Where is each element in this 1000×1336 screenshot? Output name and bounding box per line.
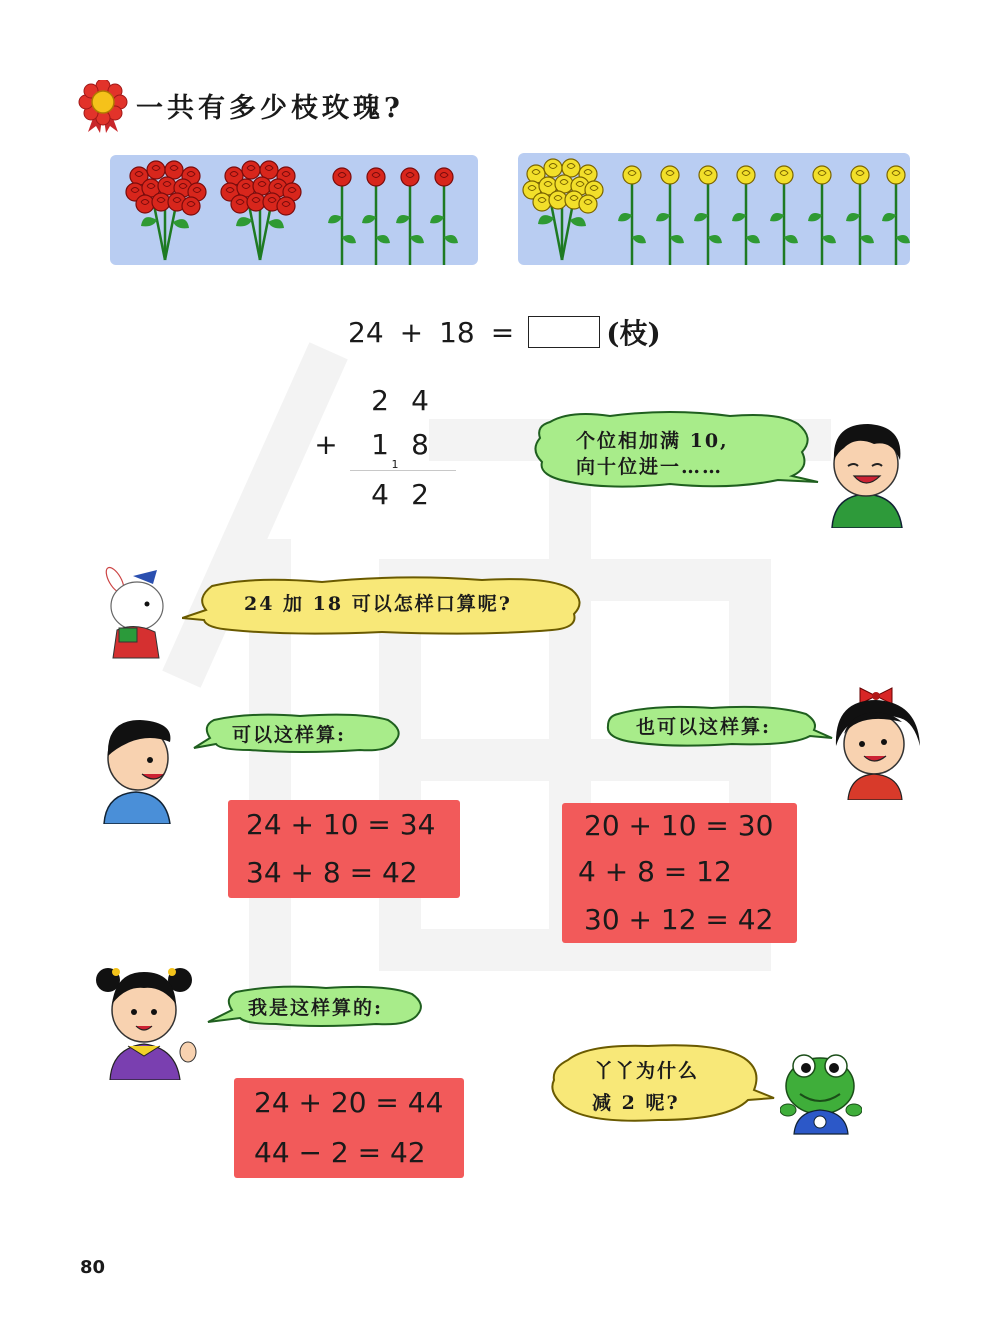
addition-equation bbox=[348, 312, 661, 352]
page-number: 80 bbox=[80, 1257, 106, 1278]
method-text-girl2: 我是这样算的: bbox=[248, 997, 384, 1019]
calc-box-girl2 bbox=[234, 1078, 464, 1178]
calc-box-boy bbox=[228, 800, 460, 898]
sum-line bbox=[350, 470, 456, 471]
row1-ones-digit: 4 bbox=[411, 384, 429, 417]
frog-text-line1: 丫丫为什么 bbox=[594, 1060, 700, 1082]
row2-ones-digit: 8 bbox=[411, 428, 429, 461]
calc-line: 20 + 10 = 30 bbox=[584, 809, 774, 842]
equation-plus-sign: + bbox=[399, 315, 424, 349]
method-text-left: 可以这样算: bbox=[232, 724, 347, 746]
hint-text-line2: 向十位进一…… bbox=[576, 456, 724, 478]
girl-bow-avatar bbox=[830, 682, 925, 800]
question-text: 24 加 18 可以怎样口算呢? bbox=[244, 593, 512, 615]
result-tens-digit: 4 bbox=[371, 478, 389, 511]
equation-left-operand: 24 bbox=[348, 315, 384, 349]
vertical-plus-sign: + bbox=[314, 428, 338, 461]
equation-unit: (枝) bbox=[606, 317, 661, 350]
calc-box-girl bbox=[562, 803, 797, 943]
girl-pigtails-avatar bbox=[88, 958, 200, 1080]
red-roses-illustration bbox=[110, 155, 478, 265]
calc-line: 24 + 20 = 44 bbox=[254, 1086, 444, 1119]
row2-tens-digit: 1 bbox=[371, 428, 389, 461]
page-title: 一共有多少枝玫瑰? bbox=[136, 93, 404, 124]
rosette-icon bbox=[78, 80, 128, 134]
boy-avatar bbox=[826, 418, 908, 528]
boy-blue-avatar bbox=[100, 712, 180, 824]
method-text-right: 也可以这样算: bbox=[636, 716, 772, 738]
equation-right-operand: 18 bbox=[439, 315, 475, 349]
calc-line: 30 + 12 = 42 bbox=[584, 903, 774, 936]
result-ones-digit: 2 bbox=[411, 478, 429, 511]
row1-tens-digit: 2 bbox=[371, 384, 389, 417]
hint-text-line1: 个位相加满 10, bbox=[576, 430, 729, 452]
calc-line: 34 + 8 = 42 bbox=[246, 856, 418, 889]
calc-line: 24 + 10 = 34 bbox=[246, 808, 436, 841]
answer-box[interactable] bbox=[528, 316, 600, 348]
yellow-roses-panel bbox=[518, 153, 910, 265]
frog-avatar bbox=[780, 1050, 862, 1136]
equation-equals-sign: = bbox=[490, 315, 515, 349]
rabbit-avatar bbox=[95, 566, 175, 661]
yellow-roses-illustration bbox=[518, 153, 910, 265]
carry-digit: 1 bbox=[391, 458, 399, 471]
frog-text-line2: 减 2 呢? bbox=[592, 1092, 680, 1114]
red-roses-panel bbox=[110, 155, 478, 265]
calc-line: 4 + 8 = 12 bbox=[578, 855, 732, 888]
calc-line: 44 − 2 = 42 bbox=[254, 1136, 426, 1169]
